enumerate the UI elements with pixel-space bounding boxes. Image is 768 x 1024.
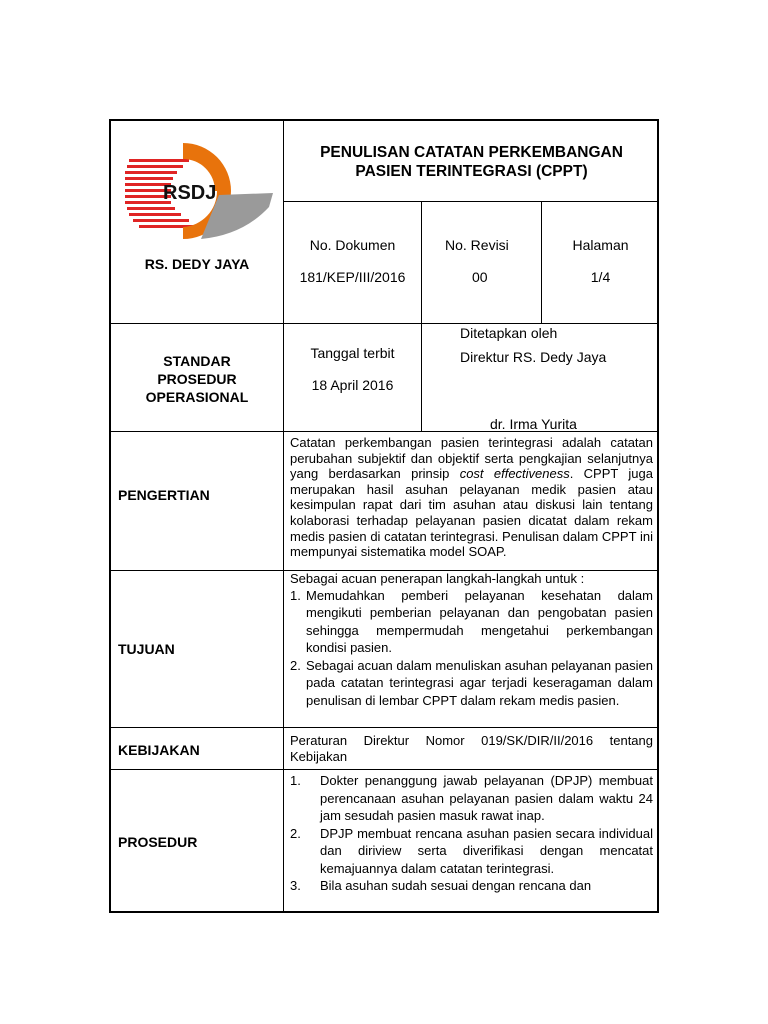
list-item: 1. Memudahkan pemberi pelayanan kesehatan dalam mengikuti pemberian pelayanan dan pengobatan pasien sehingga mempermudah mengetahui perkembangan kondisi pasien. — [290, 587, 653, 656]
page-label: Halaman — [572, 237, 629, 253]
prosedur-label-cell — [111, 769, 283, 913]
revision-cell — [421, 201, 541, 323]
document-title: PENULISAN CATATAN PERKEMBANGAN PASIEN TERINTEGRASI (CPPT) — [320, 144, 623, 180]
list-item: 1. Dokter penanggung jawab pelayanan (DPJP) membuat perencanaan asuhan pelayanan pasien dalam waktu 24 jam sesudah pasien masuk rawat inap. — [290, 773, 653, 823]
kebijakan-label-cell — [111, 727, 283, 769]
pengertian-content-cell — [283, 431, 659, 570]
tujuan-label-cell — [111, 570, 283, 727]
kebijakan-content-cell — [283, 727, 659, 769]
revision-label: No. Revisi — [445, 237, 509, 253]
pengertian-text: Catatan perkembangan pasien terintegrasi adalah catatan perubahan subjektif dan objektif serta pengkajian selanjutnya yang berdasarkan prinsip cost effectiveness. CPPT juga merupakan hasil asuhan pelayanan medik pasien atau kesimpulan rapat dari tim asuhan atau diskusi lain tentang kolaborasi terhadap pelayanan pasien dicatat dalam rekam medis pasien di catatan terintegrasi. Penulisan dalam CPPT ini mempunyai sistematika model SOAP. — [290, 435, 653, 560]
doc-number-cell — [283, 201, 421, 323]
tujuan-content-cell — [283, 570, 659, 727]
issue-date-value: 18 April 2016 — [311, 377, 394, 393]
doc-number-label: No. Dokumen — [309, 237, 396, 253]
approval-name: dr. Irma Yurita — [490, 416, 577, 432]
pengertian-label: PENGERTIAN — [118, 487, 210, 503]
prosedur-list — [284, 770, 659, 895]
list-item: 3. Bila asuhan sudah sesuai dengan rencana dan — [290, 878, 592, 893]
page-cell — [541, 201, 659, 323]
kebijakan-text: Peraturan Direktur Nomor 019/SK/DIR/II/2016 tentang Kebijakan — [290, 733, 653, 764]
prosedur-label: PROSEDUR — [118, 834, 198, 850]
revision-value: 00 — [472, 269, 488, 285]
list-item: 2. Sebagai acuan dalam menuliskan asuhan pelayanan pasien pada catatan terintegrasi agar terjadi keseragaman dalam penulisan di lembar CPPT dalam rekam medis pasien. — [290, 657, 653, 708]
issue-date-cell — [283, 323, 421, 431]
issue-date-label: Tanggal terbit — [310, 345, 395, 361]
kebijakan-label: KEBIJAKAN — [118, 742, 200, 758]
prosedur-content-cell — [283, 769, 659, 913]
sop-label: STANDAR PROSEDUR OPERASIONAL — [145, 353, 249, 405]
logo-cell — [111, 121, 283, 323]
page-value: 1/4 — [590, 269, 611, 285]
sop-label-cell — [111, 323, 283, 431]
logo-text: RSDJ — [163, 182, 217, 204]
tujuan-intro: Sebagai acuan penerapan langkah-langkah untuk : — [290, 571, 585, 586]
sop-document — [109, 119, 659, 913]
doc-number-value: 181/KEP/III/2016 — [299, 269, 406, 285]
hospital-name: RS. DEDY JAYA — [144, 256, 250, 272]
hospital-logo — [123, 135, 273, 250]
approval-title: Direktur RS. Dedy Jaya — [460, 349, 607, 365]
pengertian-label-cell — [111, 431, 283, 570]
tujuan-label: TUJUAN — [118, 641, 175, 657]
title-cell — [283, 121, 659, 201]
approval-cell — [421, 323, 659, 431]
tujuan-list — [290, 587, 653, 710]
list-item: 2. DPJP membuat rencana asuhan pasien secara individual dan diriview serta diverifikasi dengan mencatat kemajuannya dalam catatan terintegrasi. — [290, 825, 653, 876]
approval-label: Ditetapkan oleh — [460, 325, 558, 341]
tujuan-body — [284, 571, 659, 709]
